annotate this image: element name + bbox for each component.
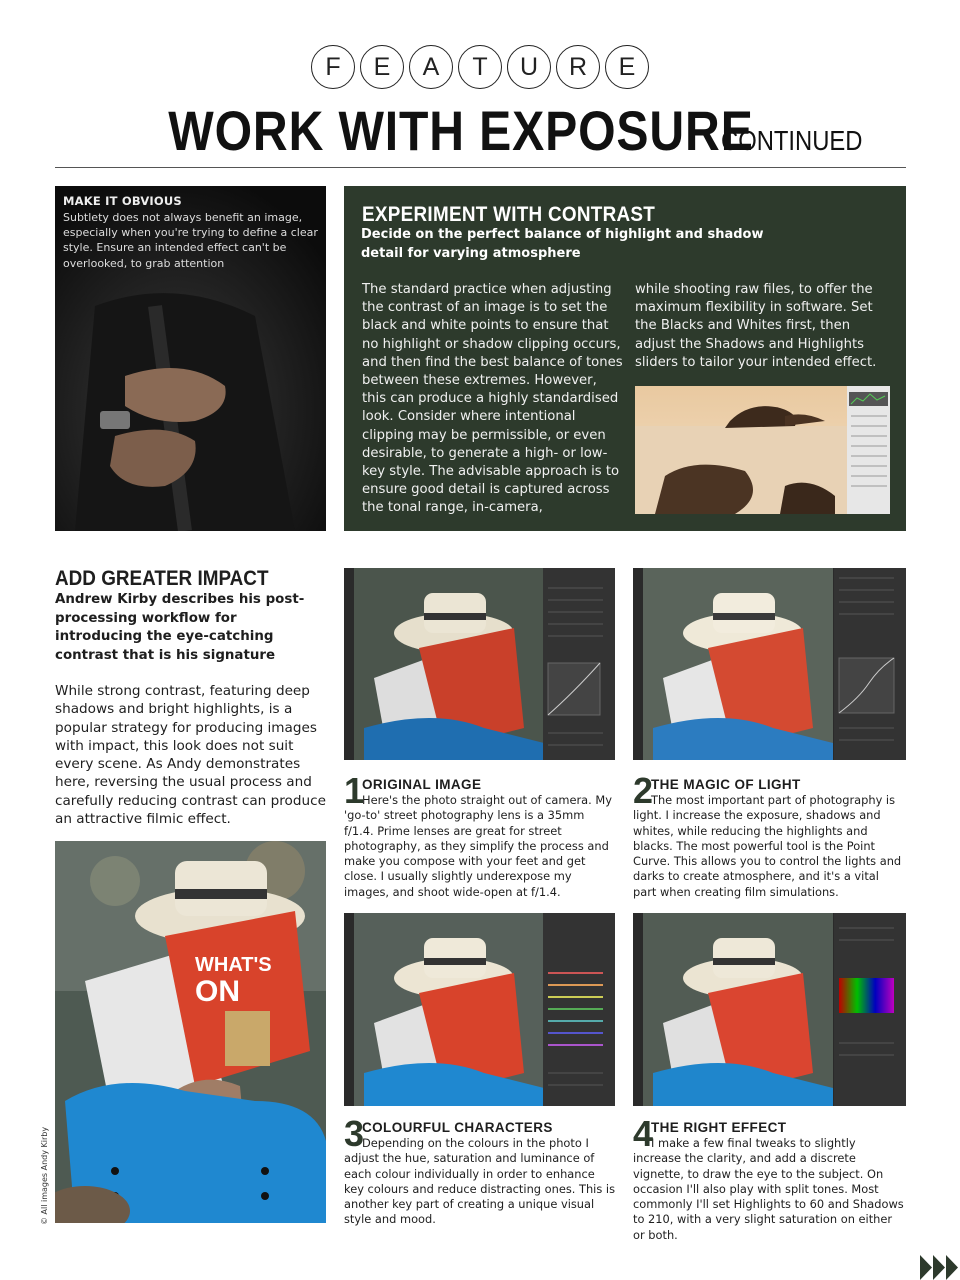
step-4-photo (643, 913, 833, 1106)
continue-arrows-icon (920, 1255, 960, 1280)
step-1-adjust-panel (543, 568, 615, 760)
step-3-number: 3 (344, 1113, 365, 1154)
kicker-letter: A (409, 45, 453, 89)
step-4-text: I make a few final tweaks to slightly increase the clarity, and add a discrete vignette, to draw the eye to the subject. On occasion I'll also play with split tones. Most commonly I'll set Highlights to 60 and Shadows to 210, with a very slight saturation on either or both. (633, 1136, 904, 1242)
contrast-deck: Decide on the perfect balance of highlight and shadow detail for varying atmosphere (361, 227, 764, 261)
step-2-curve-panel (834, 568, 906, 760)
make-obvious-heading: MAKE IT OBVIOUS (63, 194, 182, 208)
beach-illustration (635, 386, 890, 514)
kicker-letter: T (458, 45, 502, 89)
magazine-title-what: WHAT'S (195, 954, 272, 976)
step-2-photo (643, 568, 833, 760)
header-divider (55, 167, 906, 168)
step-2-screenshot (633, 568, 906, 760)
contrast-body-col2: while shooting raw files, to offer the maximum flexibility in software. Set the Blacks and Whites first, then adjust the Shadows and Highlights sliders to tailor your intended effect. (635, 282, 877, 370)
step-4-screenshot (633, 913, 906, 1106)
kicker-letter: F (311, 45, 355, 89)
step-2-text: The most important part of photography is light. I increase the exposure, shadows and whites, while reducing the highlights and blacks. The most powerful tool is the Point Curve. This allows you to control the lights and darks to create atmosphere, and it's a vital part when creating film simulations. (633, 793, 902, 899)
page-title (0, 98, 960, 163)
step-3 (344, 1113, 616, 1228)
step-2-title: THE MAGIC OF LIGHT (651, 777, 801, 792)
step-4-title: THE RIGHT EFFECT (651, 1120, 787, 1135)
title-suffix: CONTINUED (720, 125, 863, 156)
make-obvious-caption (63, 194, 318, 271)
feature-kicker (0, 45, 960, 89)
step-3-hsl-panel (543, 913, 615, 1106)
step-1-title: ORIGINAL IMAGE (362, 777, 482, 792)
contrast-body-col1: The standard practice when adjusting the contrast of an image is to set the black and white points to ensure that no highlight or shadow clipping occurs, and then find the best balance of tones between these extremes. However, this can produce a highly standardised look. Consider where intentional clipping may be permissible, or even desirable, to generate a high- or low-key style. The advisable approach is to ensure good detail is captured across the tonal range, in-camera, (362, 282, 623, 516)
kicker-letter: E (360, 45, 404, 89)
kicker-letter: R (556, 45, 600, 89)
step-4-split-tone-panel (834, 913, 906, 1106)
final-photo-illustration (55, 841, 326, 1223)
step-3-text: Depending on the colours in the photo I adjust the hue, saturation and luminance of each colour individually in order to enhance key colours and reduce distracting ones. This is another key part of creating a unique visual style and mood. (344, 1136, 616, 1227)
step-3-screenshot (344, 913, 615, 1106)
photo-credit: © All images Andy Kirby (40, 1126, 49, 1225)
title-main: WORK WITH EXPOSURE (168, 99, 754, 162)
step-1-number: 1 (344, 770, 365, 811)
step-1-photo (354, 568, 544, 760)
beach-screenshot (635, 386, 890, 514)
step-3-photo (354, 913, 544, 1106)
step-2-number: 2 (633, 770, 654, 811)
magazine-title-on: ON (195, 975, 240, 1008)
step-4 (633, 1113, 905, 1243)
step-1 (344, 770, 616, 900)
step-2 (633, 770, 905, 900)
step-3-title: COLOURFUL CHARACTERS (362, 1120, 553, 1135)
step-1-text: Here's the photo straight out of camera. My 'go-to' street photography lens is a 35mm f/1.4. Prime lenses are great for street photography, as they simplify the process and make you compose with your feet and get close. I usually slightly underexpose my images, and shoot wide-open at f/1.4. (344, 793, 612, 899)
impact-body: While strong contrast, featuring deep shadows and bright highlights, is a popular strategy for producing images with impact, this look does not suit every scene. As Andy demonstrates here, reversing the usual process and carefully reducing contrast can produce an attractive filmic effect. (55, 683, 326, 828)
kicker-letter: E (605, 45, 649, 89)
impact-heading: ADD GREATER IMPACT (55, 567, 269, 590)
step-1-screenshot (344, 568, 615, 760)
contrast-heading: EXPERIMENT WITH CONTRAST (362, 203, 656, 226)
step-4-number: 4 (633, 1113, 654, 1154)
contrast-panel (344, 186, 906, 531)
hands-photo (55, 186, 326, 531)
make-obvious-text: Subtlety does not always benefit an image, especially when you're trying to define a clear style. Ensure an intended effect can't be overlooked, to grab attention (63, 211, 318, 270)
final-photo (55, 841, 326, 1223)
impact-deck: Andrew Kirby describes his post-processing workflow for introducing the eye-catching contrast that is his signature (55, 592, 305, 663)
kicker-letter: U (507, 45, 551, 89)
